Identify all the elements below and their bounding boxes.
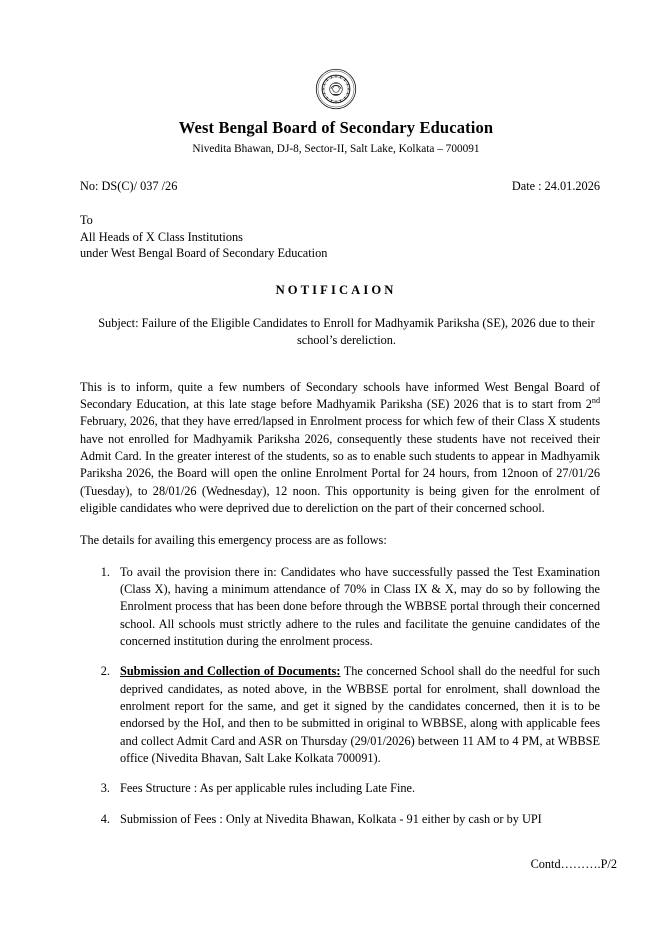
list-item: [113, 811, 600, 828]
organization-address: Nivedita Bhawan, DJ-8, Sector-II, Salt Lake, Kolkata – 700091: [192, 142, 480, 155]
subject-block: [78, 315, 615, 348]
list-item-text: To avail the provision there in: Candidates who have successfully passed the Test Examination (Class X), having a minimum attendance of 70% in Class IX & X, may do so by following the Enrolment process that has been done before through the WBBSE portal through their concerned school. All schools must strictly adhere to the rules and facilitate the genuine candidates of the concerned institution during the enrolment process.: [120, 564, 600, 649]
body-paragraph-intro-part2: February, 2026, that they have erred/lapsed in Enrolment process for which few of their Class X students have not enrolled for Madhyamik Pariksha 2026, consequently these students have not received their Admit Card. In the greater interest of the students, so as to enable such students to appear in Madhyamik Pariksha 2026, the Board will open the online Enrolment Portal for 24 hours, from 12noon of 27/01/26 (Tuesday), to 28/01/26 (Wednesday), 12 noon. This opportunity is being given for the enrolment of eligible candidates who were deprived due to dereliction on the part of their concerned school.: [80, 414, 600, 516]
letterhead: [0, 0, 672, 156]
wbbse-seal-icon: [315, 68, 357, 110]
ordinal-suffix-superscript: nd: [591, 396, 600, 405]
list-item: [113, 780, 600, 797]
organization-title: West Bengal Board of Secondary Education: [178, 118, 494, 137]
reference-number: No: DS(C)/ 037 /26: [80, 179, 178, 194]
addressee-line-to: To: [80, 213, 93, 228]
addressee-block: [80, 212, 592, 261]
details-list: [80, 564, 600, 828]
list-item-text: Submission of Fees : Only at Nivedita Bhawan, Kolkata - 91 either by cash or by UPI: [120, 811, 542, 826]
list-item: [113, 564, 600, 651]
document-date: Date : 24.01.2026: [511, 179, 600, 194]
list-item-lead: Submission and Collection of Documents:: [120, 664, 341, 679]
notification-heading: NOTIFICAION: [275, 283, 397, 298]
continuation-note: Contd……….P/2: [530, 856, 617, 871]
subject-line-secondary: school’s dereliction.: [296, 333, 397, 348]
addressee-line-authority: under West Bengal Board of Secondary Education: [80, 245, 328, 260]
list-item-text: The concerned School shall do the needful for such deprived candidates, as noted above, in the WBBSE portal for enrolment, shall download the enrolment report for the same, and get it signed by the candidates concerned, then it is to be endorsed by the HoI, and then to be submitted in original to WBBSE, along with applicable fees and collect Admit Card and ASR on Thursday (29/01/2026) between 11 AM to 4 PM, at WBBSE office (Nivedita Bhavan, Salt Lake Kolkata 700091).: [120, 664, 601, 765]
body-paragraph-intro: [80, 379, 600, 518]
body-paragraph-intro-part1: This is to inform, quite a few numbers of Secondary schools have informed West Bengal Board of Secondary Education, at this late stage before Madhyamik Pariksha (SE) 2026 that is to start from 2: [80, 379, 600, 412]
reference-row: [80, 179, 600, 194]
list-item-text: Fees Structure : As per applicable rules including Late Fine.: [120, 781, 416, 796]
subject-line-primary: Subject: Failure of the Eligible Candidates to Enroll for Madhyamik Pariksha (SE), 2026 due to their: [98, 316, 595, 331]
list-item: [113, 663, 600, 767]
body-paragraph-details-lead: The details for availing this emergency process are as follows:: [80, 533, 387, 548]
addressee-line-recipients: All Heads of X Class Institutions: [80, 229, 243, 244]
